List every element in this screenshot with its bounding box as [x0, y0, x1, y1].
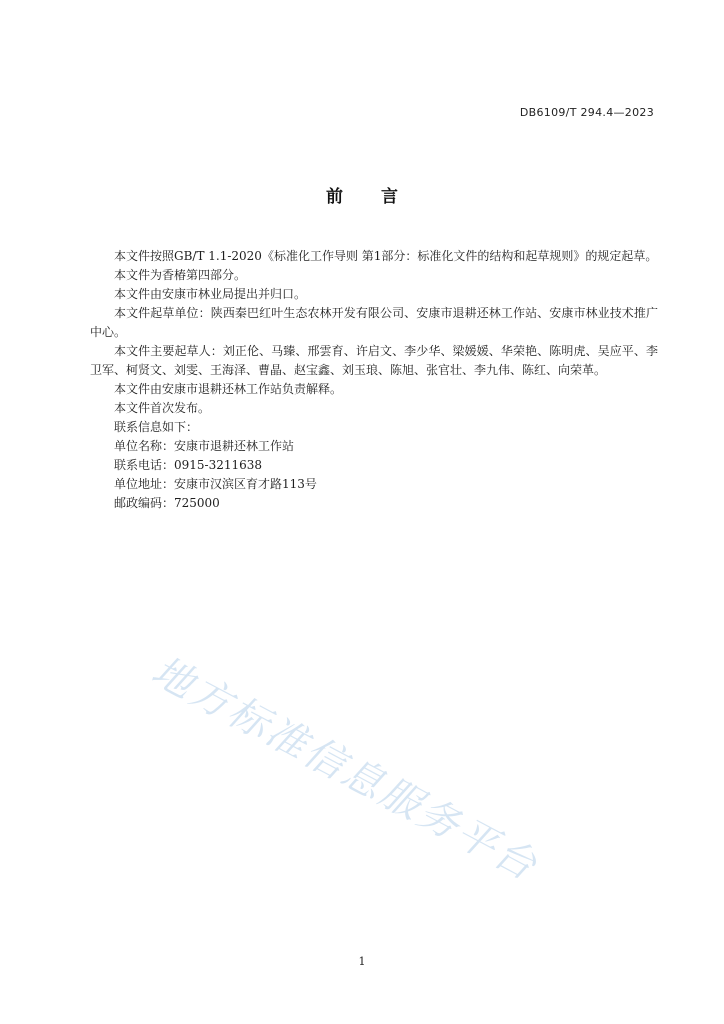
paragraph-first-release: 本文件首次发布。	[114, 401, 211, 415]
foreword-body	[90, 247, 658, 513]
paragraph-drafters: 本文件主要起草人：刘正伦、马臻、邢雲育、许启文、李少华、梁媛媛、华荣艳、陈明虎、吴应平、李卫军、柯贤文、刘雯、王海泽、曹晶、赵宝鑫、刘玉琅、陈旭、张官壮、李九伟、陈红、向荣革。	[90, 344, 658, 377]
paragraph-drafting-units: 本文件起草单位：陕西秦巴红叶生态农林开发有限公司、安康市退耕还林工作站、安康市林业技术推广中心。	[90, 306, 658, 339]
page-number: 1	[358, 955, 366, 968]
contact-postcode: 邮政编码：725000	[114, 496, 220, 510]
contact-unit: 单位名称：安康市退耕还林工作站	[114, 439, 295, 453]
paragraph-contact-intro: 联系信息如下：	[114, 420, 199, 434]
page-title: 前言	[326, 187, 436, 207]
paragraph-interpretation: 本文件由安康市退耕还林工作站负责解释。	[114, 382, 343, 396]
contact-phone: 联系电话：0915-3211638	[114, 458, 263, 472]
paragraph-part-statement: 本文件为香椿第四部分。	[114, 268, 247, 282]
document-code: DB6109/T 294.4—2023	[519, 106, 654, 119]
contact-address: 单位地址：安康市汉滨区育才路113号	[114, 477, 317, 491]
paragraph-drafting-basis: 本文件按照GB/T 1.1-2020《标准化工作导则 第1部分：标准化文件的结构和起草规则》的规定起草。	[114, 249, 658, 263]
watermark: 地方标准信息服务平台	[144, 647, 546, 891]
paragraph-proposer: 本文件由安康市林业局提出并归口。	[114, 287, 307, 301]
